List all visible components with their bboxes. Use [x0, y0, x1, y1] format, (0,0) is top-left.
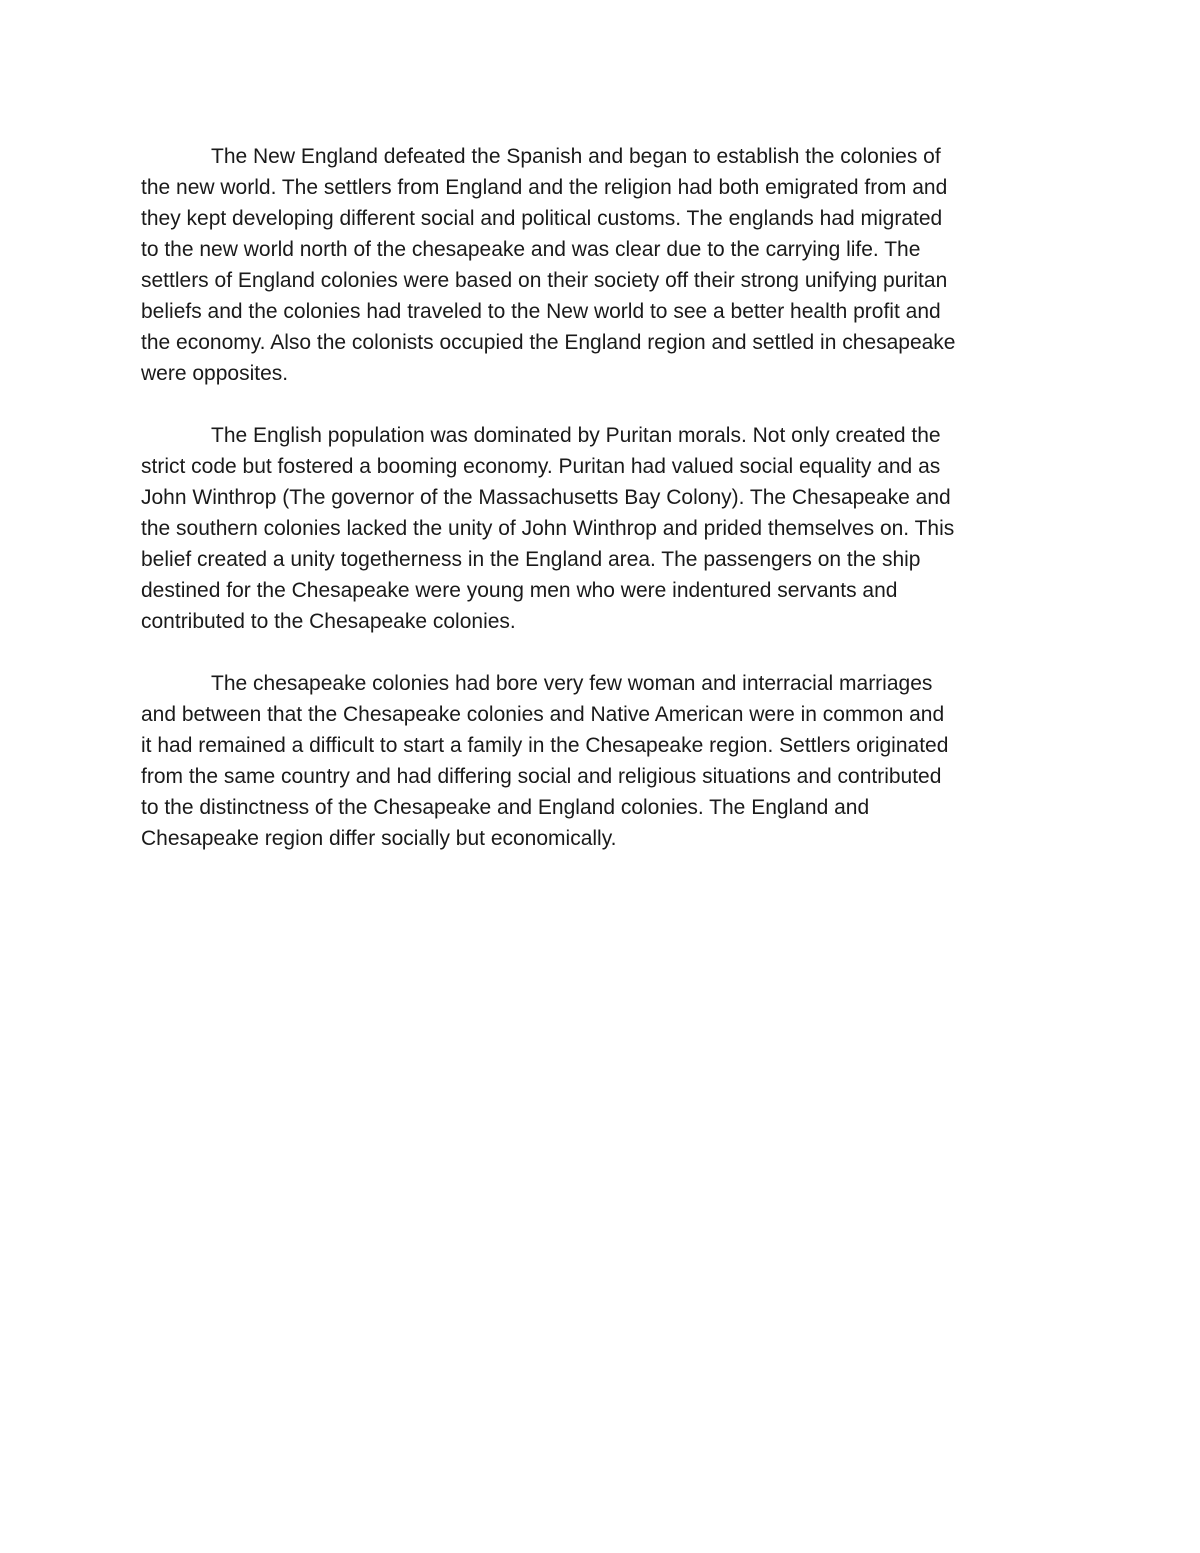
paragraph-line: were opposites. — [141, 362, 289, 385]
paragraph-line: and between that the Chesapeake colonies and Native American were in common and — [141, 703, 945, 726]
paragraph-line: belief created a unity togetherness in the England area. The passengers on the ship — [141, 548, 921, 571]
paragraph-line: strict code but fostered a booming economy. Puritan had valued social equality and as — [141, 455, 941, 478]
paragraph-line: John Winthrop (The governor of the Massachusetts Bay Colony). The Chesapeake and — [141, 486, 951, 509]
paragraph-1 — [141, 141, 1061, 389]
paragraph-line: The chesapeake colonies had bore very few woman and interracial marriages — [211, 672, 933, 695]
paragraph-line: from the same country and had differing social and religious situations and contributed — [141, 765, 942, 788]
paragraph-line: the southern colonies lacked the unity of John Winthrop and prided themselves on. This — [141, 517, 955, 540]
paragraph-line: it had remained a difficult to start a family in the Chesapeake region. Settlers originated — [141, 734, 949, 757]
paragraph-line: the new world. The settlers from England and the religion had both emigrated from and — [141, 176, 948, 199]
paragraph-line: the economy. Also the colonists occupied the England region and settled in chesapeake — [141, 331, 956, 354]
paragraph-line: to the new world north of the chesapeake and was clear due to the carrying life. The — [141, 238, 921, 261]
paragraph-line: settlers of England colonies were based on their society off their strong unifying puritan — [141, 269, 948, 292]
paragraph-line: to the distinctness of the Chesapeake and England colonies. The England and — [141, 796, 870, 819]
paragraph-2 — [141, 420, 1061, 637]
paragraph-line: Chesapeake region differ socially but economically. — [141, 827, 617, 850]
paragraph-line: contributed to the Chesapeake colonies. — [141, 610, 516, 633]
paragraph-line: they kept developing different social and political customs. The englands had migrated — [141, 207, 943, 230]
document-body — [141, 141, 1061, 885]
paragraph-line: destined for the Chesapeake were young men who were indentured servants and — [141, 579, 898, 602]
paragraph-line: The New England defeated the Spanish and began to establish the colonies of — [211, 145, 941, 168]
paragraph-line: The English population was dominated by Puritan morals. Not only created the — [211, 424, 941, 447]
paragraph-line: beliefs and the colonies had traveled to the New world to see a better health profit and — [141, 300, 941, 323]
paragraph-3 — [141, 668, 1061, 854]
